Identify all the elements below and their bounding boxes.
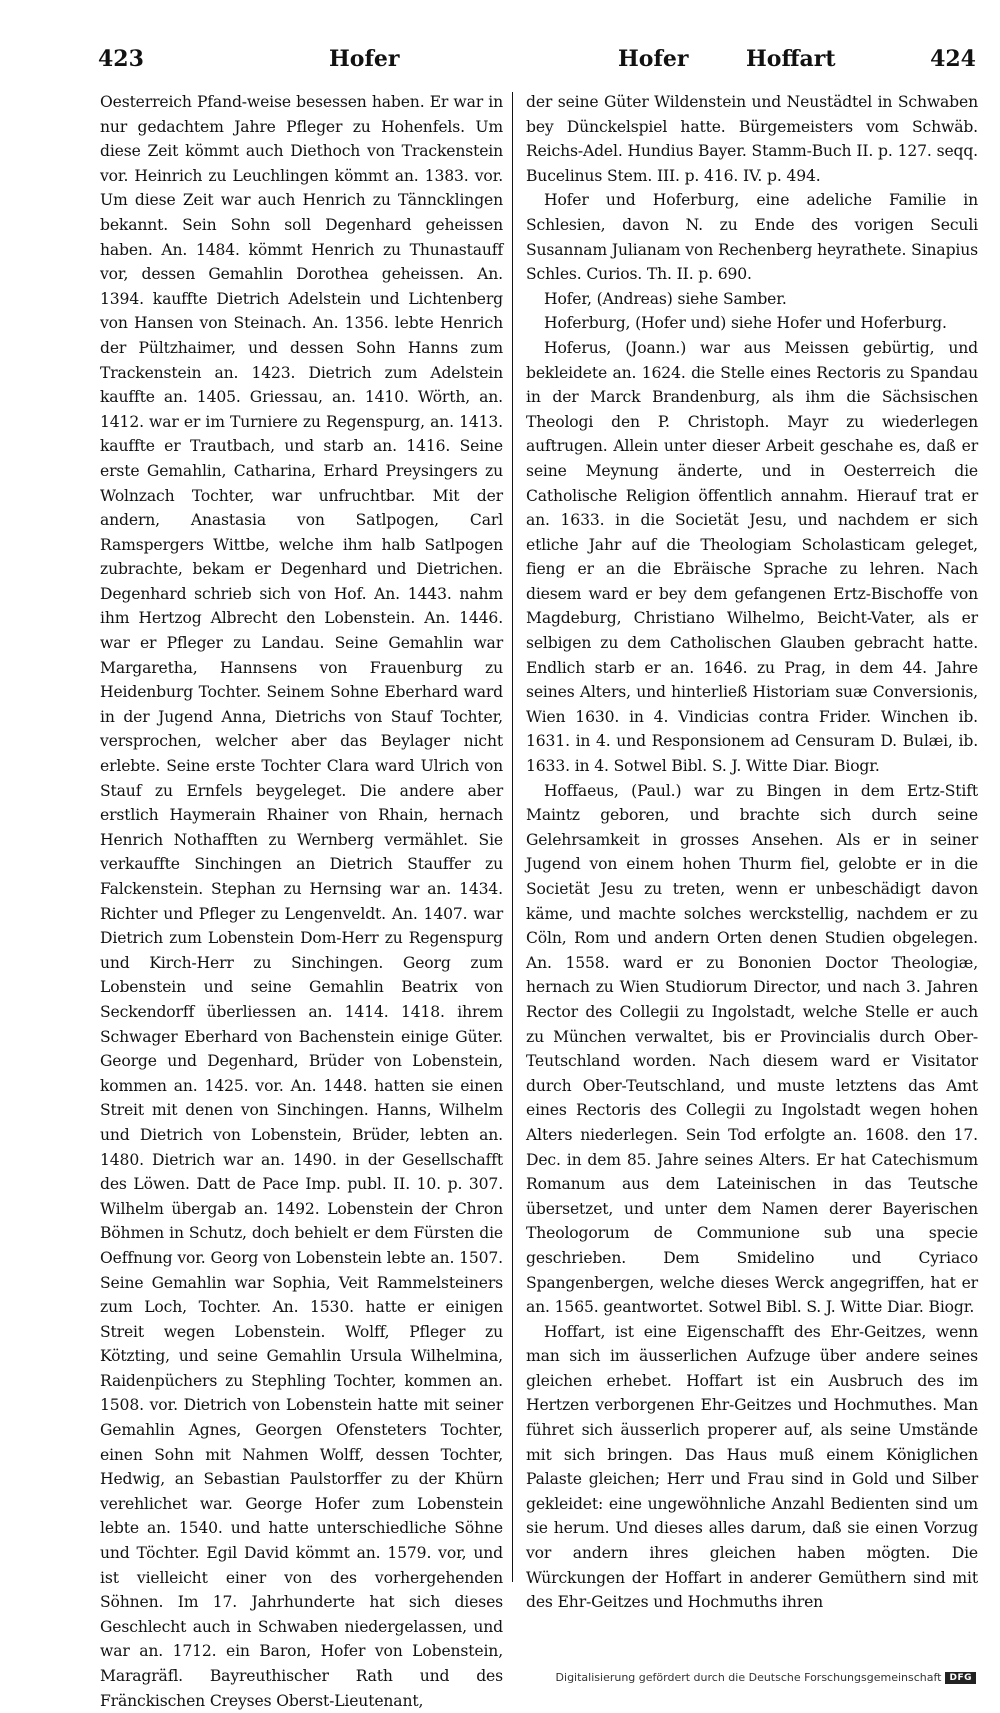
column-divider: [512, 92, 513, 1582]
page-header: [96, 46, 976, 86]
digitization-footer: [556, 1671, 976, 1684]
dfg-logo-icon: DFG: [945, 1672, 976, 1684]
headword-center: Hofer: [618, 46, 689, 72]
entry-hofer-andreas: Hofer, (Andreas) siehe Samber.: [544, 289, 787, 308]
entry-hofer-hoferburg: Hofer und Hoferburg, eine adeliche Familie in Schlesien, davon N. zu Ende des vorigen Seculi Susannam Julianam von Rechenberg heyrathete. Sinapius Schles. Curios. Th. II. p. 690.: [526, 191, 978, 284]
entry-hoffart: Hoffart, ist eine Eigenschafft des Ehr-Geitzes, wenn man sich im äusserlichen Aufzuge über andere seines gleichen erhebet. Hoffart ist ein Ausbruch des im Hertzen verborgenen Ehr-Geitzes und Hochmuthes. Man führet sich äusserlich properer auf, als seine Umstände mit sich bringen. Das Haus muß einem Königlichen Palaste gleichen; Herr und Frau sind in Gold und Silber gekleidet: eine ungewöhnliche Anzahl Bedienten sind um sie herum. Und dieses alles darum, daß sie einen Vorzug vor andern ihres gleichen haben mögten. Die Würckungen der Hoffart in anderer Gemüthern sind mit des Ehr-Geitzes und Hochmuths ihren: [526, 1322, 978, 1612]
left-column: [100, 90, 503, 1710]
page-number-left: 423: [98, 46, 144, 72]
right-paragraph: der seine Güter Wildenstein und Neustädtel in Schwaben bey Dünckelspiel hatte. Bürgemeisters vom Schwäb. Reichs-Adel. Hundius Bayer. Stamm-Buch II. p. 127. seqq. Bucelinus Stem. III. p. 416. IV. p. 494.: [526, 93, 978, 185]
page-number-right: 424: [930, 46, 976, 72]
right-column: [526, 90, 978, 1612]
entry-hoferus: Hoferus, (Joann.) war aus Meissen gebürtig, und bekleidete an. 1624. die Stelle eines Rectoris zu Spandau in der Marck Brandenburg, als ihm die Sächsischen Theologi den P. Christoph. Mayr zu wiederlegen auftrugen. Allein unter dieser Arbeit geschahe es, daß er seine Meynung änderte, und in Oesterreich die Catholische Religion öffentlich annahm. Hierauf trat er an. 1633. in die Societät Jesu, und nachdem er sich etliche Jahr auf die Theologiam Scholasticam geleget, fieng er an die Ebräische Sprache zu lehren. Nach diesem ward er bey dem gefangenen Ertz-Bischoffe von Magdeburg, Christiano Wilhelmo, Beicht-Vater, als er selbigen zu dem Catholischen Glauben gebracht hatte. Endlich starb er an. 1646. zu Prag, in dem 44. Jahre seines Alters, und hinterließ Historiam suæ Conversionis, Wien 1630. in 4. Vindicias contra Frider. Winchen ib. 1631. in 4. und Responsionem ad Censuram D. Bulæi, ib. 1633. in 4. Sotwel Bibl. S. J. Witte Diar. Biogr.: [526, 338, 978, 776]
left-paragraph: Oesterreich Pfand-weise besessen haben. Er war in nur gedachtem Jahre Pfleger zu Hohenfels. Um diese Zeit kömmt auch Diethoch von Trackenstein vor. Heinrich zu Leuchlingen kömmt an. 1383. vor. Um diese Zeit war auch Henrich zu Tänncklingen bekannt. Sein Sohn soll Degenhard geheissen haben. An. 1484. kömmt Henrich zu Thunastauff vor, dessen Gemahlin Dorothea geheissen. An. 1394. kauffte Dietrich Adelstein und Lichtenberg von Hansen von Steinach. An. 1356. lebte Henrich der Pültzhaimer, und dessen Sohn Hanns zum Trackenstein an. 1423. Dietrich zum Adelstein kauffte an. 1405. Griessau, an. 1410. Wörth, an. 1412. war er im Turniere zu Regenspurg, an. 1413. kauffte er Trautbach, und starb an. 1416. Seine erste Gemahlin, Catharina, Erhard Preysingers zu Wolnzach Tochter, war unfruchtbar. Mit der andern, Anastasia von Satlpogen, Carl Ramspergers Wittbe, welche ihm halb Satlpogen zubrachte, bekam er Degenhard und Dietrichen. Degenhard schrieb sich von Hof. An. 1443. nahm ihm Hertzog Albrecht den Lobenstein. An. 1446. war er Pfleger zu Landau. Seine Gemahlin war Margaretha, Hannsens von Frauenburg zu Heidenburg Tochter. Seinem Sohne Eberhard ward in der Jugend Anna, Dietrichs von Stauf Tochter, versprochen, welcher aber das Beylager nicht erlebte. Seine erste Tochter Clara ward Ulrich von Stauf zu Ernfels beygeleget. Die andere aber erstlich Haymerain Rhainer von Rhain, hernach Henrich Nothafften zu Wernberg vermählet. Sie verkauffte Sinchingen an Dietrich Stauffer zu Falckenstein. Stephan zu Hernsing war an. 1434. Richter und Pfleger zu Lengenveldt. An. 1407. war Dietrich zum Lobenstein Dom-Herr zu Regenspurg und Kirch-Herr zu Sinchingen. Georg zum Lobenstein und seine Gemahlin Beatrix von Seckendorff überliessen an. 1414. 1418. ihrem Schwager Eberhard von Bachenstein einige Güter. George und Degenhard, Brüder von Lobenstein, kommen an. 1425. vor. An. 1448. hatten sie einen Streit mit denen von Sinchingen. Hanns, Wilhelm und Dietrich von Lobenstein, Brüder, lebten an. 1480. Dietrich war an. 1490. in der Gesellschafft des Löwen. Datt de Pace Imp. publ. II. 10. p. 307. Wilhelm übergab an. 1492. Lobenstein der Chron Böhmen in Schutz, doch behielt er dem Fürsten die Oeffnung vor. Georg von Lobenstein lebte an. 1507. Seine Gemahlin war Sophia, Veit Rammelsteiners zum Loch, Tochter. An. 1530. hatte er einigen Streit wegen Lobenstein. Wolff, Pfleger zu Kötzting, und seine Gemahlin Ursula Wilhelmina, Raidenpüchers zu Stephling Tochter, kommen an. 1508. vor. Dietrich von Lobenstein hatte mit seiner Gemahlin Agnes, Georgen Ofensteters Tochter, einen Sohn mit Nahmen Wolff, dessen Tochter, Hedwig, an Sebastian Paulstorffer zu der Khürn verehlichet war. George Hofer zum Lobenstein lebte an. 1540. und hatte unterschiedliche Söhne und Töchter. Egil David kömmt an. 1579. vor, und ist vielleicht einer von des vorhergehenden Söhnen. Im 17. Jahrhunderte hat sich dieses Geschlecht auch in Schwaben niedergelassen, und war an. 1712. ein Baron, Hofer von Lobenstein, Maragräfl. Bayreuthischer Rath und des Fränckischen Creyses Oberst-Lieutenant,: [100, 93, 503, 1710]
headword-left: Hofer: [329, 46, 400, 72]
footer-text: Digitalisierung gefördert durch die Deutsche Forschungsgemeinschaft: [555, 1671, 942, 1684]
headword-right: Hoffart: [746, 46, 836, 72]
entry-hoferburg: Hoferburg, (Hofer und) siehe Hofer und Hoferburg.: [544, 314, 947, 333]
entry-hoffaeus: Hoffaeus, (Paul.) war zu Bingen in dem Ertz-Stift Maintz geboren, und brachte sich durch seine Gelehrsamkeit in grosses Ansehen. Als er in seiner Jugend von einem hohen Thurm fiel, gelobte er in die Societät Jesu zu treten, wenn er unbeschädigt davon käme, und machte solches werckstellig, nachdem er zu Cöln, Rom und andern Orten denen Studien obgelegen. An. 1558. ward er zu Bononien Doctor Theologiæ, hernach zu Wien Studiorum Director, und nach 3. Jahren Rector des Collegii zu Ingolstadt, welche Stelle er auch zu München verwaltet, bis er Provincialis durch Ober-Teutschland worden. Nach diesem ward er Visitator durch Ober-Teutschland, und muste letztens das Amt eines Rectoris des Collegii zu Ingolstadt wegen hohen Alters niederlegen. Sein Tod erfolgte an. 1608. den 17. Dec. in dem 85. Jahre seines Alters. Er hat Catechismum Romanum aus dem Lateinischen in das Teutsche übersetzet, und unter dem Namen derer Bayerischen Theologorum de Communione sub una specie geschrieben. Dem Smidelino und Cyriaco Spangenbergen, welche dieses Werck angegriffen, hat er an. 1565. geantwortet. Sotwel Bibl. S. J. Witte Diar. Biogr.: [526, 781, 978, 1317]
